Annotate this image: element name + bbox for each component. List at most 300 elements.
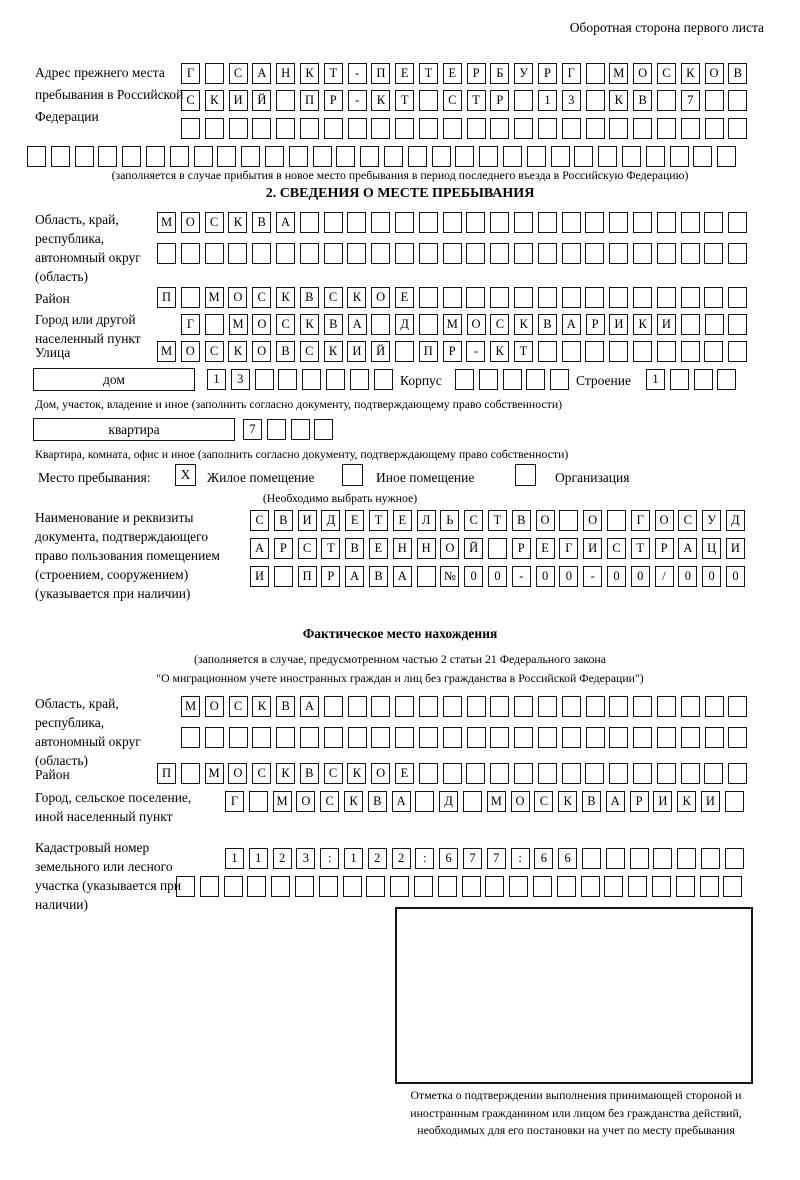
char-cell[interactable] [146, 146, 165, 167]
char-cell[interactable] [181, 287, 200, 308]
char-cell[interactable] [681, 314, 700, 335]
char-cell[interactable]: П [419, 341, 438, 362]
char-cell[interactable] [586, 118, 605, 139]
char-cell[interactable]: С [250, 510, 269, 531]
char-cell[interactable] [700, 876, 719, 897]
char-cell[interactable]: О [181, 341, 200, 362]
char-cell[interactable] [371, 212, 390, 233]
char-cell[interactable] [205, 727, 224, 748]
char-cell[interactable] [562, 243, 581, 264]
char-cell[interactable] [490, 287, 509, 308]
char-cell[interactable] [371, 727, 390, 748]
char-cell[interactable] [467, 118, 486, 139]
char-cell[interactable]: Й [464, 538, 483, 559]
char-cell[interactable] [319, 876, 338, 897]
char-cell[interactable]: О [655, 510, 674, 531]
char-cell[interactable]: Д [439, 791, 458, 812]
char-cell[interactable] [348, 696, 367, 717]
char-cell[interactable] [728, 212, 747, 233]
char-cell[interactable] [229, 118, 248, 139]
char-cell[interactable] [681, 696, 700, 717]
char-cell[interactable] [609, 243, 628, 264]
char-cell[interactable]: В [300, 763, 319, 784]
char-cell[interactable] [677, 848, 696, 869]
char-cell[interactable]: 0 [464, 566, 483, 587]
char-cell[interactable]: / [655, 566, 674, 587]
char-cell[interactable] [514, 212, 533, 233]
char-cell[interactable] [176, 876, 195, 897]
char-cell[interactable] [622, 146, 641, 167]
char-cell[interactable] [443, 763, 462, 784]
char-cell[interactable] [607, 510, 626, 531]
char-cell[interactable] [705, 118, 724, 139]
char-cell[interactable] [586, 696, 605, 717]
char-cell[interactable] [538, 727, 557, 748]
char-cell[interactable]: С [205, 341, 224, 362]
char-cell[interactable]: Г [559, 538, 578, 559]
char-cell[interactable]: Р [586, 314, 605, 335]
char-cell[interactable] [701, 848, 720, 869]
char-cell[interactable]: С [252, 763, 271, 784]
char-cell[interactable]: К [609, 90, 628, 111]
char-cell[interactable] [348, 727, 367, 748]
char-cell[interactable] [27, 146, 46, 167]
char-cell[interactable] [75, 146, 94, 167]
char-cell[interactable]: Е [369, 538, 388, 559]
char-cell[interactable]: У [514, 63, 533, 84]
char-cell[interactable]: С [229, 696, 248, 717]
char-cell[interactable] [371, 696, 390, 717]
char-cell[interactable]: Т [419, 63, 438, 84]
char-cell[interactable] [350, 369, 369, 390]
char-cell[interactable] [725, 848, 744, 869]
char-cell[interactable]: К [276, 763, 295, 784]
char-cell[interactable]: Р [443, 341, 462, 362]
char-cell[interactable] [728, 90, 747, 111]
char-cell[interactable] [295, 876, 314, 897]
char-cell[interactable]: - [466, 341, 485, 362]
prev-address-row-4[interactable] [27, 146, 736, 167]
char-cell[interactable]: М [443, 314, 462, 335]
char-cell[interactable] [527, 146, 546, 167]
prev-address-row-3[interactable] [181, 118, 747, 139]
char-cell[interactable]: 2 [368, 848, 387, 869]
char-cell[interactable] [630, 848, 649, 869]
char-cell[interactable] [728, 763, 747, 784]
char-cell[interactable]: С [657, 63, 676, 84]
char-cell[interactable]: О [371, 763, 390, 784]
char-cell[interactable] [360, 146, 379, 167]
char-cell[interactable] [395, 243, 414, 264]
char-cell[interactable]: Л [417, 510, 436, 531]
char-cell[interactable]: О [467, 314, 486, 335]
char-cell[interactable]: О [205, 696, 224, 717]
char-cell[interactable] [408, 146, 427, 167]
char-cell[interactable] [562, 696, 581, 717]
char-cell[interactable] [582, 848, 601, 869]
char-cell[interactable] [462, 876, 481, 897]
char-cell[interactable]: К [347, 287, 366, 308]
char-cell[interactable] [717, 146, 736, 167]
char-cell[interactable]: Е [395, 63, 414, 84]
char-cell[interactable] [586, 90, 605, 111]
char-cell[interactable] [419, 118, 438, 139]
char-cell[interactable] [343, 876, 362, 897]
char-cell[interactable] [157, 243, 176, 264]
char-cell[interactable] [514, 287, 533, 308]
char-cell[interactable] [490, 243, 509, 264]
char-cell[interactable]: 6 [558, 848, 577, 869]
char-cell[interactable]: В [345, 538, 364, 559]
char-cell[interactable]: Е [345, 510, 364, 531]
char-cell[interactable]: Е [393, 510, 412, 531]
char-cell[interactable] [228, 243, 247, 264]
char-cell[interactable]: С [300, 341, 319, 362]
char-cell[interactable] [681, 341, 700, 362]
char-cell[interactable]: О [511, 791, 530, 812]
char-cell[interactable] [646, 146, 665, 167]
region-row-1[interactable] [157, 212, 747, 233]
char-cell[interactable]: В [512, 510, 531, 531]
prev-address-row-1[interactable] [181, 63, 747, 84]
char-cell[interactable] [538, 118, 557, 139]
char-cell[interactable]: К [252, 696, 271, 717]
char-cell[interactable] [728, 727, 747, 748]
char-cell[interactable]: О [181, 212, 200, 233]
actual-region-row-2[interactable] [181, 727, 747, 748]
char-cell[interactable]: Т [467, 90, 486, 111]
char-cell[interactable] [633, 696, 652, 717]
actual-region-row-1[interactable] [181, 696, 747, 717]
region-row-2[interactable] [157, 243, 747, 264]
char-cell[interactable]: С [678, 510, 697, 531]
char-cell[interactable] [670, 146, 689, 167]
char-cell[interactable]: И [583, 538, 602, 559]
char-cell[interactable]: Т [631, 538, 650, 559]
char-cell[interactable] [609, 118, 628, 139]
char-cell[interactable]: В [368, 791, 387, 812]
char-cell[interactable] [609, 696, 628, 717]
char-cell[interactable]: Р [274, 538, 293, 559]
char-cell[interactable]: А [250, 538, 269, 559]
char-cell[interactable]: У [702, 510, 721, 531]
char-cell[interactable] [728, 118, 747, 139]
char-cell[interactable]: С [276, 314, 295, 335]
char-cell[interactable]: 3 [562, 90, 581, 111]
char-cell[interactable]: Г [181, 314, 200, 335]
char-cell[interactable] [676, 876, 695, 897]
char-cell[interactable] [728, 243, 747, 264]
char-cell[interactable] [324, 212, 343, 233]
char-cell[interactable]: 2 [273, 848, 292, 869]
char-cell[interactable]: Ь [440, 510, 459, 531]
char-cell[interactable] [609, 341, 628, 362]
char-cell[interactable]: С [229, 63, 248, 84]
char-cell[interactable] [366, 876, 385, 897]
char-cell[interactable]: К [300, 314, 319, 335]
char-cell[interactable] [728, 696, 747, 717]
char-cell[interactable] [628, 876, 647, 897]
char-cell[interactable] [443, 118, 462, 139]
char-cell[interactable] [432, 146, 451, 167]
char-cell[interactable] [455, 146, 474, 167]
char-cell[interactable] [438, 876, 457, 897]
char-cell[interactable]: В [276, 696, 295, 717]
char-cell[interactable]: Р [490, 90, 509, 111]
char-cell[interactable] [538, 763, 557, 784]
cadastre-row-2[interactable] [176, 876, 742, 897]
char-cell[interactable] [217, 146, 236, 167]
korpus-row[interactable] [455, 369, 569, 390]
char-cell[interactable]: И [657, 314, 676, 335]
char-cell[interactable]: Д [321, 510, 340, 531]
char-cell[interactable]: - [348, 63, 367, 84]
char-cell[interactable] [371, 243, 390, 264]
char-cell[interactable] [395, 696, 414, 717]
char-cell[interactable]: 6 [439, 848, 458, 869]
char-cell[interactable] [657, 696, 676, 717]
char-cell[interactable]: О [228, 287, 247, 308]
char-cell[interactable]: О [228, 763, 247, 784]
char-cell[interactable]: Г [562, 63, 581, 84]
char-cell[interactable] [633, 243, 652, 264]
char-cell[interactable]: - [348, 90, 367, 111]
char-cell[interactable] [585, 763, 604, 784]
char-cell[interactable] [181, 763, 200, 784]
char-cell[interactable]: 0 [607, 566, 626, 587]
char-cell[interactable] [488, 538, 507, 559]
char-cell[interactable] [574, 146, 593, 167]
char-cell[interactable] [302, 369, 321, 390]
char-cell[interactable] [181, 727, 200, 748]
char-cell[interactable] [274, 566, 293, 587]
char-cell[interactable] [276, 90, 295, 111]
stroenie-row[interactable] [646, 369, 736, 390]
char-cell[interactable]: И [726, 538, 745, 559]
char-cell[interactable] [466, 763, 485, 784]
char-cell[interactable] [181, 243, 200, 264]
char-cell[interactable] [443, 727, 462, 748]
char-cell[interactable] [657, 763, 676, 784]
apartment-number-row[interactable] [243, 419, 333, 440]
char-cell[interactable]: М [273, 791, 292, 812]
char-cell[interactable] [419, 212, 438, 233]
char-cell[interactable]: С [607, 538, 626, 559]
char-cell[interactable] [490, 696, 509, 717]
char-cell[interactable]: 7 [681, 90, 700, 111]
char-cell[interactable]: М [205, 287, 224, 308]
char-cell[interactable]: И [298, 510, 317, 531]
char-cell[interactable]: Й [252, 90, 271, 111]
char-cell[interactable]: Т [514, 341, 533, 362]
char-cell[interactable] [252, 727, 271, 748]
char-cell[interactable]: Р [538, 63, 557, 84]
cadastre-row-1[interactable] [225, 848, 744, 869]
char-cell[interactable] [557, 876, 576, 897]
char-cell[interactable] [374, 369, 393, 390]
char-cell[interactable]: К [300, 63, 319, 84]
char-cell[interactable]: Г [225, 791, 244, 812]
char-cell[interactable] [247, 876, 266, 897]
char-cell[interactable] [255, 369, 274, 390]
char-cell[interactable] [681, 287, 700, 308]
char-cell[interactable]: М [157, 212, 176, 233]
char-cell[interactable]: 2 [392, 848, 411, 869]
char-cell[interactable] [490, 727, 509, 748]
document-row-2[interactable] [250, 538, 745, 559]
char-cell[interactable] [347, 243, 366, 264]
char-cell[interactable]: А [348, 314, 367, 335]
char-cell[interactable] [348, 118, 367, 139]
char-cell[interactable]: Р [512, 538, 531, 559]
char-cell[interactable]: С [490, 314, 509, 335]
char-cell[interactable] [249, 791, 268, 812]
char-cell[interactable]: И [653, 791, 672, 812]
char-cell[interactable] [705, 90, 724, 111]
char-cell[interactable] [419, 314, 438, 335]
char-cell[interactable] [657, 212, 676, 233]
char-cell[interactable] [313, 146, 332, 167]
char-cell[interactable]: Д [395, 314, 414, 335]
char-cell[interactable]: Ц [702, 538, 721, 559]
char-cell[interactable]: 6 [534, 848, 553, 869]
char-cell[interactable]: С [298, 538, 317, 559]
char-cell[interactable] [681, 763, 700, 784]
char-cell[interactable] [538, 287, 557, 308]
district-row[interactable] [157, 287, 747, 308]
char-cell[interactable] [704, 243, 723, 264]
char-cell[interactable]: П [371, 63, 390, 84]
char-cell[interactable] [551, 146, 570, 167]
char-cell[interactable] [479, 369, 498, 390]
char-cell[interactable]: М [229, 314, 248, 335]
char-cell[interactable] [514, 696, 533, 717]
char-cell[interactable]: О [536, 510, 555, 531]
char-cell[interactable]: К [677, 791, 696, 812]
char-cell[interactable] [604, 876, 623, 897]
char-cell[interactable]: О [705, 63, 724, 84]
char-cell[interactable] [704, 287, 723, 308]
char-cell[interactable]: О [633, 63, 652, 84]
char-cell[interactable] [514, 90, 533, 111]
char-cell[interactable]: К [490, 341, 509, 362]
char-cell[interactable]: К [347, 763, 366, 784]
char-cell[interactable] [371, 118, 390, 139]
char-cell[interactable]: Б [490, 63, 509, 84]
char-cell[interactable] [271, 876, 290, 897]
char-cell[interactable] [490, 118, 509, 139]
char-cell[interactable]: О [252, 341, 271, 362]
char-cell[interactable] [514, 243, 533, 264]
stay-option-checkbox-other[interactable] [342, 464, 363, 486]
char-cell[interactable] [681, 727, 700, 748]
char-cell[interactable]: В [728, 63, 747, 84]
char-cell[interactable]: : [320, 848, 339, 869]
char-cell[interactable]: К [324, 341, 343, 362]
char-cell[interactable] [705, 696, 724, 717]
char-cell[interactable]: 0 [678, 566, 697, 587]
char-cell[interactable] [417, 566, 436, 587]
char-cell[interactable]: В [582, 791, 601, 812]
char-cell[interactable] [419, 287, 438, 308]
char-cell[interactable] [562, 763, 581, 784]
char-cell[interactable]: М [157, 341, 176, 362]
char-cell[interactable] [205, 118, 224, 139]
char-cell[interactable]: М [181, 696, 200, 717]
char-cell[interactable] [419, 243, 438, 264]
char-cell[interactable] [336, 146, 355, 167]
char-cell[interactable] [586, 63, 605, 84]
char-cell[interactable]: Й [371, 341, 390, 362]
char-cell[interactable] [252, 243, 271, 264]
char-cell[interactable] [633, 212, 652, 233]
char-cell[interactable] [51, 146, 70, 167]
char-cell[interactable] [562, 118, 581, 139]
char-cell[interactable] [533, 876, 552, 897]
char-cell[interactable] [395, 212, 414, 233]
char-cell[interactable] [562, 727, 581, 748]
char-cell[interactable] [390, 876, 409, 897]
char-cell[interactable]: С [205, 212, 224, 233]
char-cell[interactable] [384, 146, 403, 167]
char-cell[interactable] [509, 876, 528, 897]
char-cell[interactable] [414, 876, 433, 897]
stay-option-checkbox-organization[interactable] [515, 464, 536, 486]
char-cell[interactable]: 1 [225, 848, 244, 869]
char-cell[interactable]: М [205, 763, 224, 784]
char-cell[interactable]: Р [655, 538, 674, 559]
char-cell[interactable]: - [512, 566, 531, 587]
char-cell[interactable]: А [562, 314, 581, 335]
char-cell[interactable] [705, 314, 724, 335]
house-number-row[interactable] [207, 369, 393, 390]
char-cell[interactable] [490, 763, 509, 784]
char-cell[interactable] [241, 146, 260, 167]
char-cell[interactable] [443, 696, 462, 717]
char-cell[interactable] [652, 876, 671, 897]
char-cell[interactable] [224, 876, 243, 897]
char-cell[interactable] [538, 243, 557, 264]
char-cell[interactable] [200, 876, 219, 897]
char-cell[interactable] [633, 763, 652, 784]
char-cell[interactable]: 3 [231, 369, 250, 390]
char-cell[interactable]: К [514, 314, 533, 335]
char-cell[interactable] [419, 727, 438, 748]
char-cell[interactable]: Н [393, 538, 412, 559]
actual-city-row[interactable] [225, 791, 744, 812]
char-cell[interactable] [681, 212, 700, 233]
char-cell[interactable]: К [228, 341, 247, 362]
char-cell[interactable]: С [320, 791, 339, 812]
char-cell[interactable] [538, 341, 557, 362]
char-cell[interactable]: А [252, 63, 271, 84]
char-cell[interactable] [681, 243, 700, 264]
char-cell[interactable] [443, 287, 462, 308]
stay-option-checkbox-residential[interactable]: X [175, 464, 196, 486]
char-cell[interactable] [267, 419, 286, 440]
char-cell[interactable]: 1 [344, 848, 363, 869]
char-cell[interactable] [503, 369, 522, 390]
char-cell[interactable]: В [274, 510, 293, 531]
char-cell[interactable] [723, 876, 742, 897]
char-cell[interactable] [122, 146, 141, 167]
char-cell[interactable] [276, 118, 295, 139]
char-cell[interactable] [538, 696, 557, 717]
char-cell[interactable] [585, 243, 604, 264]
char-cell[interactable]: Н [417, 538, 436, 559]
char-cell[interactable]: Т [369, 510, 388, 531]
char-cell[interactable] [415, 791, 434, 812]
